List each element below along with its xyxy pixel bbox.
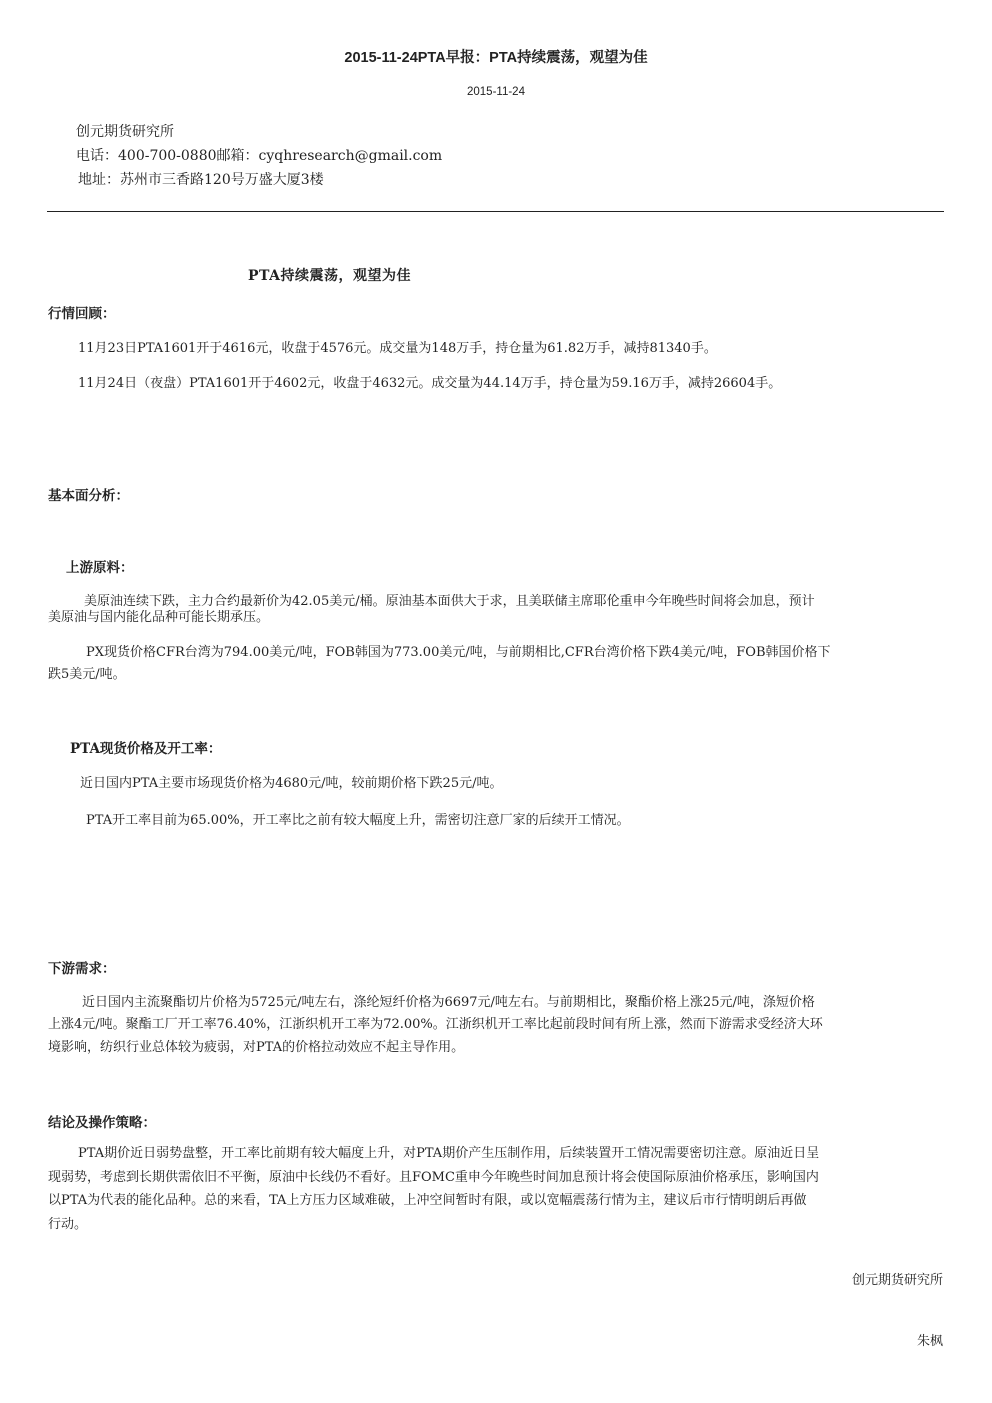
market-review-heading: 行情回顾： [48, 306, 116, 322]
downstream-line2: 上涨4元/吨。聚酯工厂开工率76.40%，江浙织机开工率为72.00%。江浙织机开工率比起前段时间有所上涨，然而下游需求受经济大环 [48, 1017, 823, 1032]
downstream-line3: 境影响，纺织行业总体较为疲弱，对PTA的价格拉动效应不起主导作用。 [48, 1040, 465, 1055]
header-divider [47, 211, 944, 212]
org-contact: 电话：400-700-0880邮箱：cyqhresearch@gmail.com [76, 148, 443, 164]
org-address: 地址：苏州市三香路120号万盛大厦3楼 [78, 172, 324, 188]
conclusion-line4: 行动。 [48, 1217, 88, 1232]
spot-heading: PTA现货价格及开工率： [70, 741, 222, 757]
report-title: 2015-11-24PTA早报：PTA持续震荡，观望为佳 [344, 50, 648, 66]
upstream-p1-line2: 美原油与国内能化品种可能长期承压。 [48, 610, 270, 625]
fundamentals-heading: 基本面分析： [48, 488, 129, 504]
org-name: 创元期货研究所 [76, 124, 174, 140]
upstream-p2-line1: PX现货价格CFR台湾为794.00美元/吨，FOB韩国为773.00美元/吨，与前期相比,CFR台湾价格下跌4美元/吨，FOB韩国价格下 [86, 645, 831, 660]
downstream-heading: 下游需求： [48, 961, 116, 977]
market-review-p2: 11月24日（夜盘）PTA1601开于4602元，收盘于4632元。成交量为44.14万手，持仓量为59.16万手，减持26604手。 [78, 376, 782, 391]
conclusion-heading: 结论及操作策略： [48, 1115, 156, 1131]
spot-p1: 近日国内PTA主要市场现货价格为4680元/吨，较前期价格下跌25元/吨。 [80, 776, 503, 791]
market-review-p1: 11月23日PTA1601开于4616元，收盘于4576元。成交量为148万手，持仓量为61.82万手，减持81340手。 [78, 341, 717, 356]
conclusion-line3: 以PTA为代表的能化品种。总的来看，TA上方压力区域难破，上冲空间暂时有限，或以宽幅震荡行情为主，建议后市行情明朗后再做 [48, 1193, 807, 1208]
report-date: 2015-11-24 [467, 86, 525, 98]
spot-p2: PTA开工率目前为65.00%，开工率比之前有较大幅度上升，需密切注意厂家的后续开工情况。 [86, 813, 630, 828]
conclusion-line2: 现弱势，考虑到长期供需依旧不平衡，原油中长线仍不看好。且FOMC重申今年晚些时间加息预计将会使国际原油价格承压，影响国内 [48, 1170, 819, 1185]
upstream-p1-line1: 美原油连续下跌，主力合约最新价为42.05美元/桶。原油基本面供大于求，且美联储主席耶伦重申今年晚些时间将会加息，预计 [84, 594, 815, 609]
article-headline: PTA持续震荡，观望为佳 [248, 268, 412, 284]
signature-author: 朱枫 [916, 1334, 943, 1349]
signature-org: 创元期货研究所 [851, 1273, 943, 1288]
conclusion-line1: PTA期价近日弱势盘整，开工率比前期有较大幅度上升，对PTA期价产生压制作用，后续装置开工情况需要密切注意。原油近日呈 [78, 1146, 820, 1161]
upstream-p2-line2: 跌5美元/吨。 [48, 667, 126, 682]
upstream-heading: 上游原料： [66, 560, 134, 576]
downstream-line1: 近日国内主流聚酯切片价格为5725元/吨左右，涤纶短纤价格为6697元/吨左右。与前期相比，聚酯价格上涨25元/吨，涤短价格 [82, 995, 815, 1010]
